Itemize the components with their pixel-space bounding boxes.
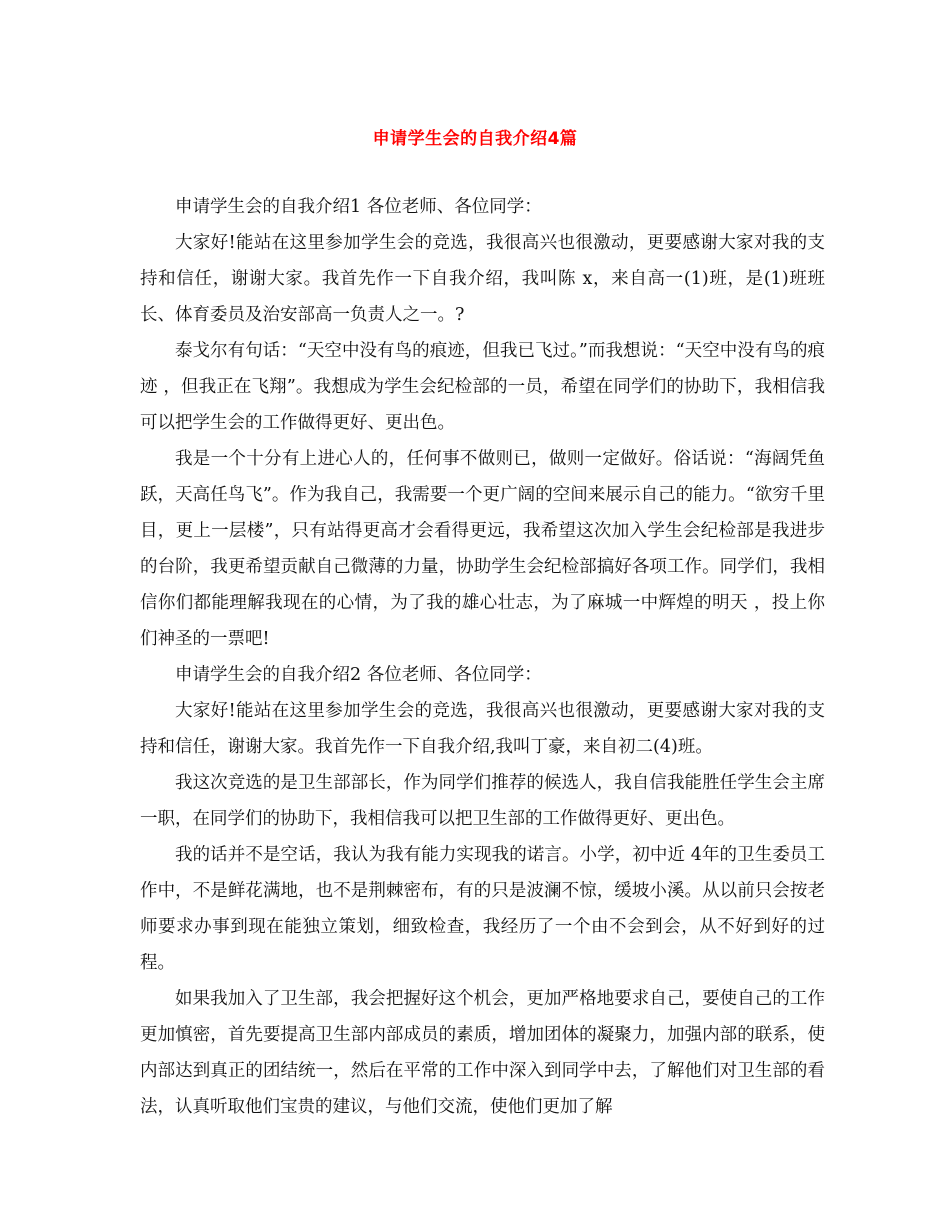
paragraph: 我的话并不是空话，我认为我有能力实现我的诺言。小学，初中近 4年的卫生委员工作中，不是鲜花满地，也不是荆棘密布，有的只是波澜不惊，缓坡小溪。从以前只会按老师要求办事到现在能独立策划，细致检查，我经历了一个由不会到会，从不好到好的过程。 xyxy=(140,845,825,973)
paragraph: 大家好!能站在这里参加学生会的竞选，我很高兴也很激动，更要感谢大家对我的支持和信任，谢谢大家。我首先作一下自我介绍，我叫陈 x，来自高一(1)班，是(1)班班长、体育委员及治安部高一负责人之一。? xyxy=(140,233,825,325)
document-body xyxy=(140,189,825,1125)
paragraph: 申请学生会的自我介绍1 各位老师、各位同学： xyxy=(175,197,542,217)
paragraph: 泰戈尔有句话：“天空中没有鸟的痕迹，但我已飞过。”而我想说：“天空中没有鸟的痕迹 ，但我正在飞翔”。我想成为学生会纪检部的一员，希望在同学们的协助下，我相信我可以把学生会的工作做得更好、更出色。 xyxy=(140,341,825,433)
paragraph: 如果我加入了卫生部，我会把握好这个机会，更加严格地要求自己，要使自己的工作更加慎密，首先要提高卫生部内部成员的素质，增加团体的凝聚力，加强内部的联系，使内部达到真正的团结统一，然后在平常的工作中深入到同学中去，了解他们对卫生部的看法，认真听取他们宝贵的建议，与他们交流，使他们更加了解 xyxy=(140,989,825,1117)
paragraph: 我是一个十分有上进心人的，任何事不做则已，做则一定做好。俗话说：“海阔凭鱼跃，天高任鸟飞”。作为我自己，我需要一个更广阔的空间来展示自己的能力。“欲穷千里目，更上一层楼”，只有站得更高才会看得更远，我希望这次加入学生会纪检部是我进步的台阶，我更希望贡献自己微薄的力量，协助学生会纪检部搞好各项工作。同学们，我相信你们都能理解我现在的心情，为了我的雄心壮志，为了麻城一中辉煌的明天 ，投上你们神圣的一票吧! xyxy=(140,449,825,649)
paragraph: 大家好!能站在这里参加学生会的竞选，我很高兴也很激动，更要感谢大家对我的支持和信任，谢谢大家。我首先作一下自我介绍,我叫丁豪，来自初二(4)班。 xyxy=(140,701,825,757)
paragraph: 申请学生会的自我介绍2 各位老师、各位同学： xyxy=(175,665,542,685)
document-title: 申请学生会的自我介绍4篇 xyxy=(372,129,578,149)
paragraph: 我这次竞选的是卫生部部长，作为同学们推荐的候选人，我自信我能胜任学生会主席一职，在同学们的协助下，我相信我可以把卫生部的工作做得更好、更出色。 xyxy=(140,773,825,829)
